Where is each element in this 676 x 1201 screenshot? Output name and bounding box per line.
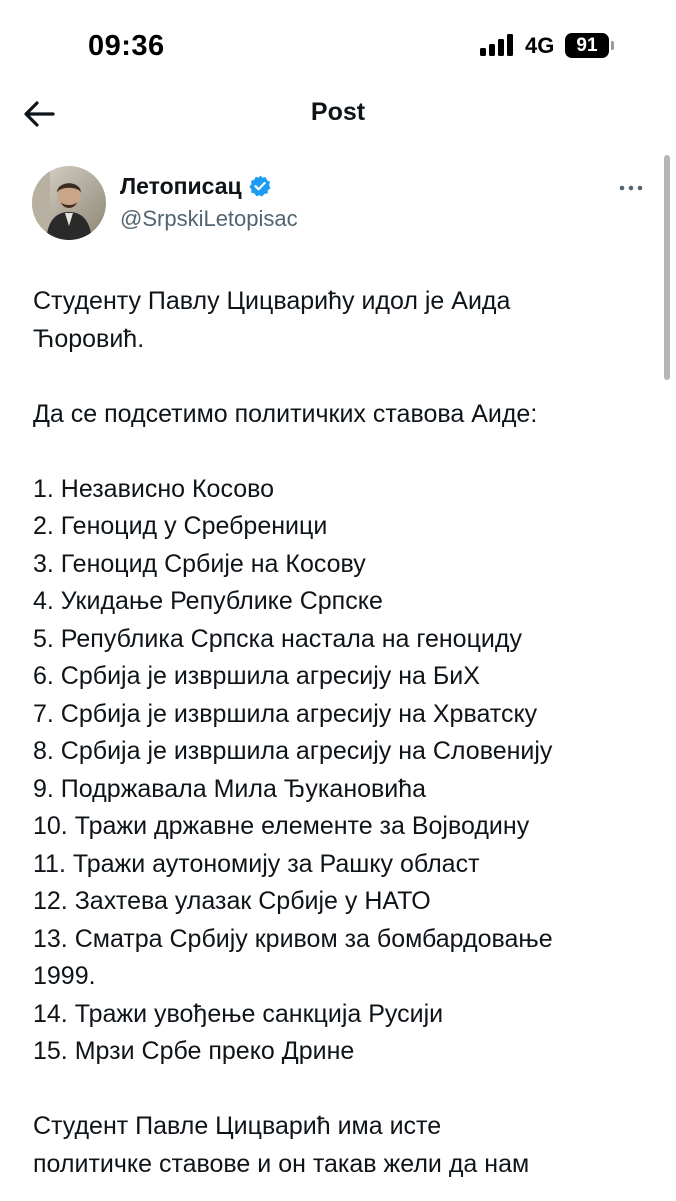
list-item: 13. Сматра Србију кривом за бомбардовање [33, 924, 553, 953]
list-item: 12. Захтева улазак Србије у НАТО [33, 887, 431, 915]
author-name-row[interactable] [120, 171, 272, 201]
post-line: Ћоровић. [33, 324, 145, 353]
list-item: 1. Независно Косово [33, 474, 275, 503]
list-item: 10. Тражи државне елементе за Војводину [33, 812, 530, 840]
list-item: 15. Мрзи Србе преко Дрине [33, 1037, 355, 1065]
post-body [33, 283, 658, 1183]
page-title: Post [310, 98, 366, 126]
list-item: 1999. [33, 962, 96, 990]
scrollbar[interactable] [664, 155, 670, 380]
status-bar [0, 0, 676, 90]
more-horizontal-icon [618, 178, 644, 198]
list-item: 2. Геноцид у Сребреници [33, 512, 328, 540]
list-item: 9. Подржавала Мила Ђукановића [33, 774, 427, 803]
post-line: политичке ставове и он такав жели да нам [33, 1149, 530, 1178]
verified-badge-icon [248, 174, 272, 198]
battery-level: 91 [565, 33, 609, 58]
battery-icon [565, 33, 613, 58]
list-item: 7. Србија је извршила агресију на Хрватску [33, 699, 538, 728]
more-options-button[interactable] [618, 178, 644, 198]
post-line: Студент Павле Цицварић има исте [33, 1112, 442, 1140]
status-time: 09:36 [88, 30, 165, 62]
list-item: 8. Србија је извршила агресију на Словенију [33, 737, 553, 765]
network-type-label: 4G [525, 33, 555, 58]
list-item: 5. Република Српска настала на геноциду [33, 624, 522, 653]
list-item: 14. Тражи увођење санкција Русији [33, 999, 444, 1028]
author-name[interactable]: Летописац [120, 172, 242, 199]
list-item: 4. Укидање Републике Српске [33, 587, 383, 615]
list-item: 11. Тражи аутономију за Рашку област [33, 849, 480, 878]
list-item: 6. Србија је извршила агресију на БиХ [33, 662, 480, 690]
nav-header [0, 90, 676, 140]
post-line: Студенту Павлу Цицварићу идол је Аида [33, 287, 511, 315]
post-lead-line: Да се подсетимо политичких ставова Аиде: [33, 399, 538, 428]
author-handle[interactable]: @SrpskiLetopisac [120, 206, 298, 231]
list-item: 3. Геноцид Србије на Косову [33, 549, 366, 578]
cellular-signal-icon [480, 34, 518, 56]
avatar[interactable] [32, 166, 106, 240]
